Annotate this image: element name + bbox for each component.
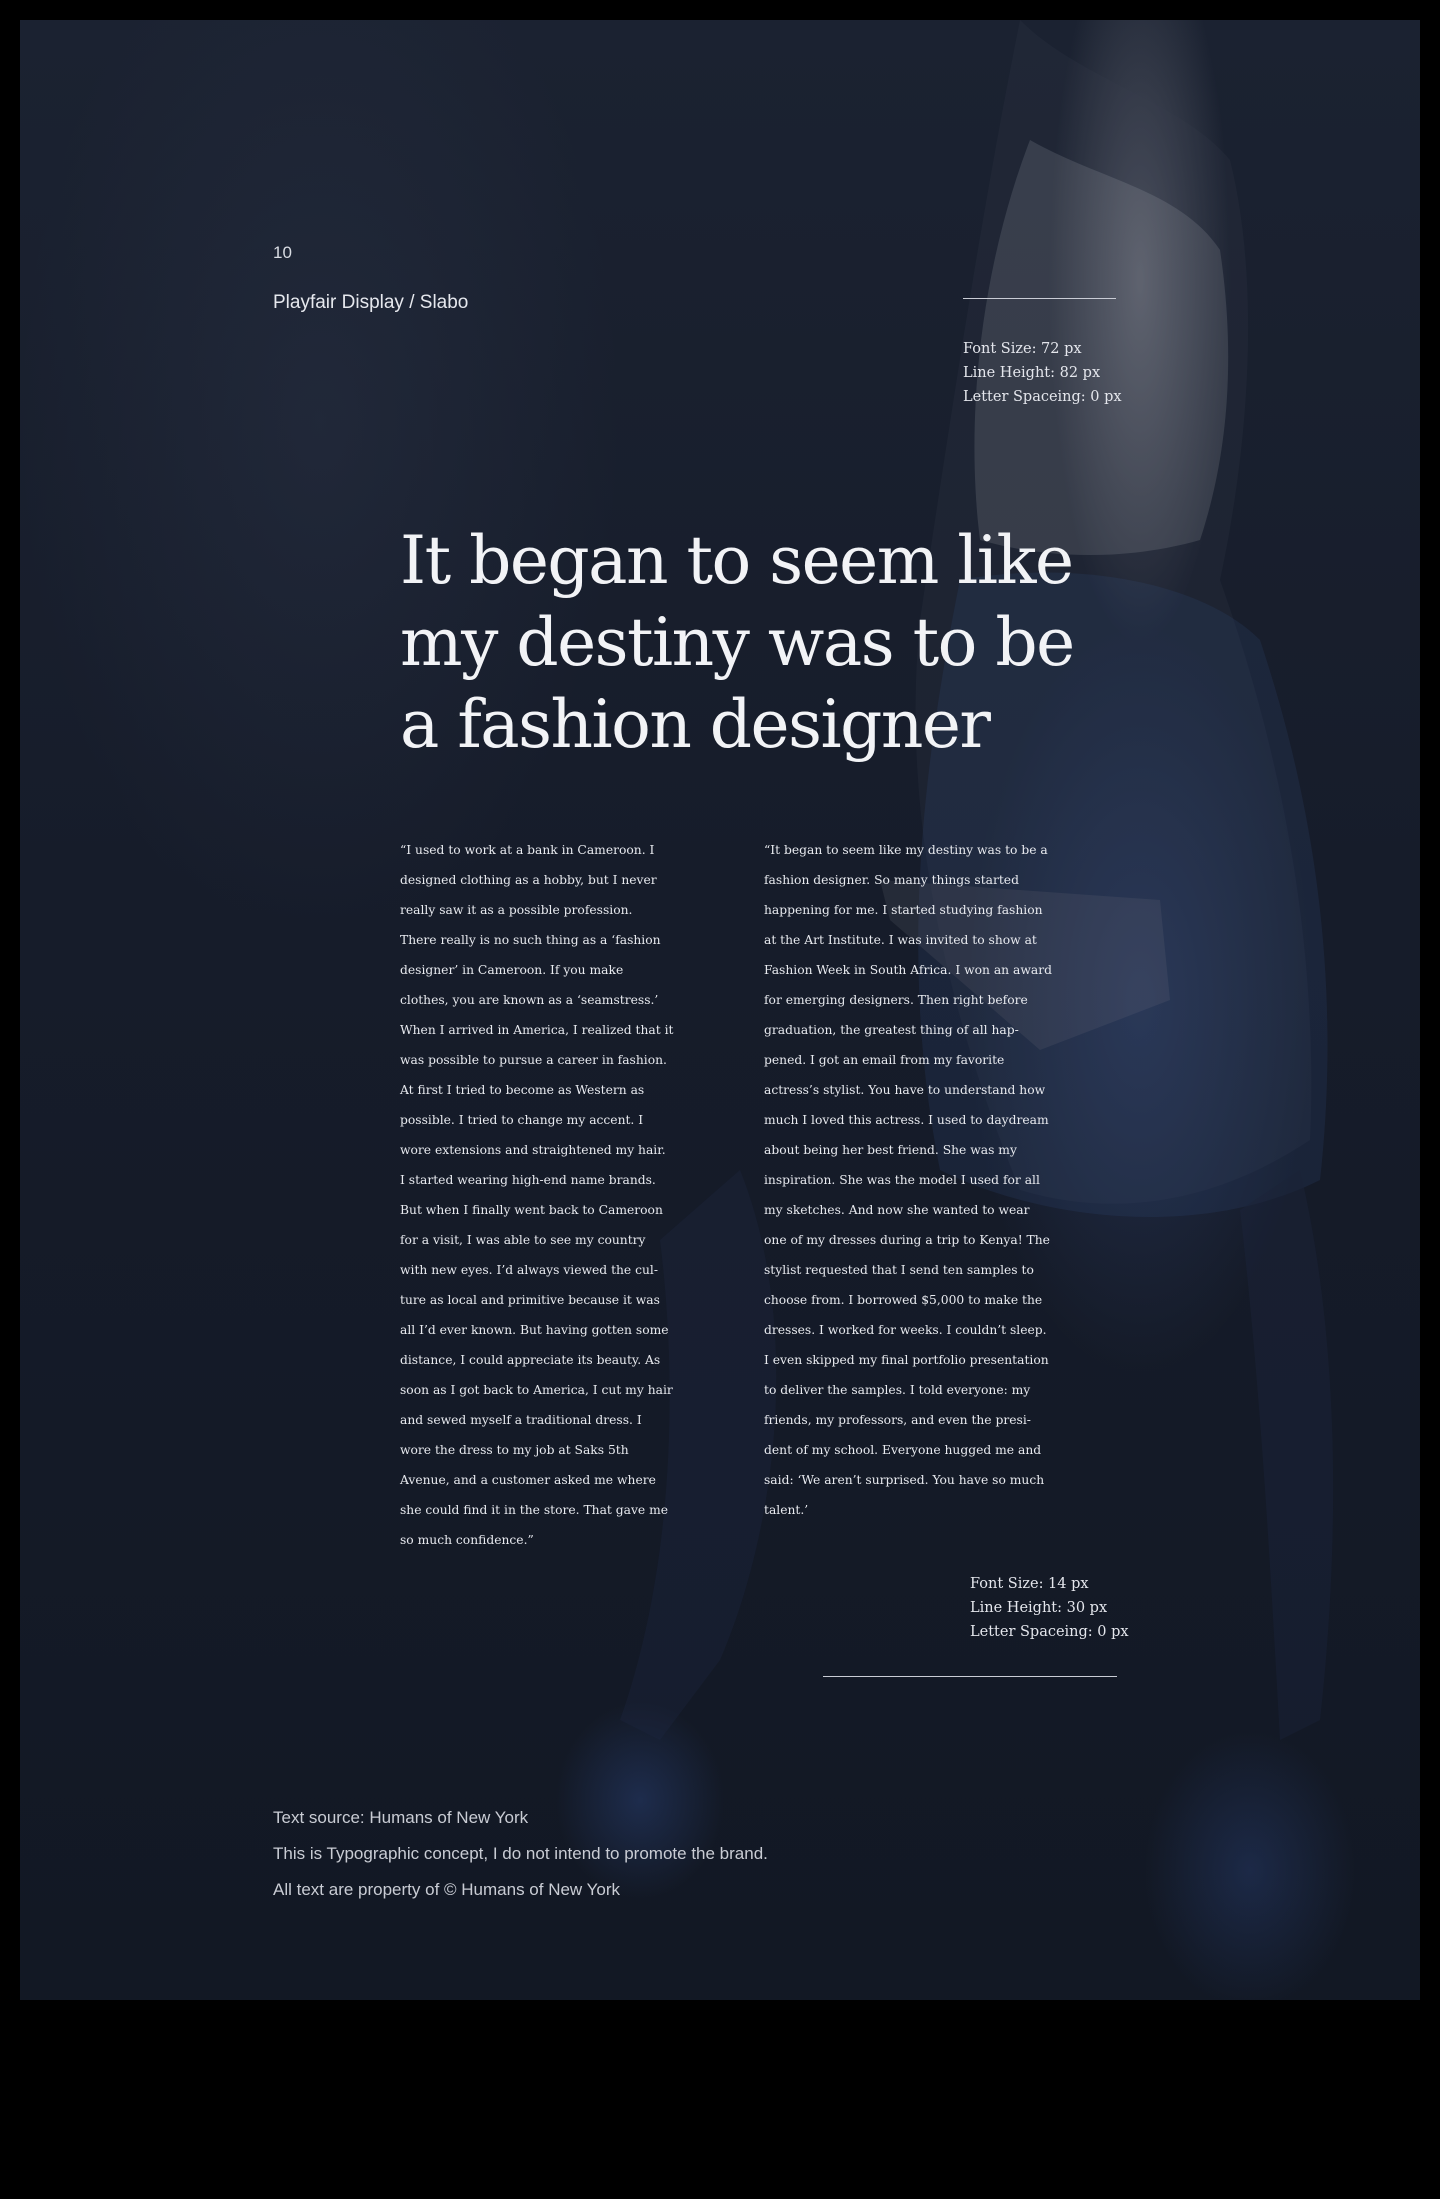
heading-spec	[963, 337, 1122, 409]
body-line: inspiration. She was the model I used for all	[764, 1173, 1040, 1187]
body-spec-rule	[823, 1676, 1117, 1677]
heading-spec-rule	[963, 298, 1116, 299]
body-line: Fashion Week in South Africa. I won an award	[764, 963, 1052, 977]
headline-line: It began to seem like	[400, 522, 1073, 599]
body-line: wore the dress to my job at Saks 5th	[400, 1443, 629, 1457]
body-line: clothes, you are known as a ‘seamstress.’	[400, 993, 659, 1007]
body-line: dent of my school. Everyone hugged me and	[764, 1443, 1042, 1457]
body-line: my sketches. And now she wanted to wear	[764, 1203, 1030, 1217]
body-line: friends, my professors, and even the presi-	[764, 1413, 1031, 1427]
body-line: When I arrived in America, I realized that it	[400, 1023, 674, 1037]
heading-line-height: Line Height: 82 px	[963, 365, 1101, 381]
body-font-size: Font Size: 14 px	[970, 1576, 1089, 1592]
headline	[400, 520, 1120, 766]
body-line: stylist requested that I send ten samples to	[764, 1263, 1034, 1277]
body-line: ture as local and primitive because it was	[400, 1293, 660, 1307]
body-line: designer’ in Cameroon. If you make	[400, 963, 624, 977]
body-line: so much confidence.”	[400, 1533, 534, 1547]
body-line: for emerging designers. Then right before	[764, 993, 1028, 1007]
body-line: really saw it as a possible profession.	[400, 903, 633, 917]
body-line: and sewed myself a traditional dress. I	[400, 1413, 642, 1427]
body-line: I started wearing high-end name brands.	[400, 1173, 656, 1187]
font-pair-title: Playfair Display / Slabo	[273, 292, 469, 313]
body-line: distance, I could appreciate its beauty. As	[400, 1353, 661, 1367]
body-line: was possible to pursue a career in fashion.	[400, 1053, 667, 1067]
body-line: she could find it in the store. That gave me	[400, 1503, 669, 1517]
body-line: possible. I tried to change my accent. I	[400, 1113, 644, 1127]
body-line: happening for me. I started studying fashion	[764, 903, 1043, 917]
heading-letter-spacing: Letter Spaceing: 0 px	[963, 389, 1122, 405]
body-line: But when I finally went back to Cameroon	[400, 1203, 663, 1217]
body-column-left	[400, 835, 700, 1555]
body-line-height: Line Height: 30 px	[970, 1600, 1108, 1616]
backdrop-photo	[20, 20, 1420, 2000]
body-line: graduation, the greatest thing of all hap-	[764, 1023, 1019, 1037]
body-line: I even skipped my final portfolio presentation	[764, 1353, 1049, 1367]
body-line: “I used to work at a bank in Cameroon. I	[400, 843, 655, 857]
body-spec	[970, 1572, 1129, 1644]
body-line: one of my dresses during a trip to Kenya! The	[764, 1233, 1050, 1247]
body-letter-spacing: Letter Spaceing: 0 px	[970, 1624, 1129, 1640]
body-line: about being her best friend. She was my	[764, 1143, 1017, 1157]
body-line: all I’d ever known. But having gotten some	[400, 1323, 669, 1337]
footer-copyright: All text are property of © Humans of New York	[273, 1880, 621, 1899]
body-line: fashion designer. So many things started	[764, 873, 1019, 887]
body-line: At first I tried to become as Western as	[400, 1083, 645, 1097]
body-line: said: ‘We aren’t surprised. You have so much	[764, 1473, 1045, 1487]
body-line: wore extensions and straightened my hair.	[400, 1143, 666, 1157]
body-line: dresses. I worked for weeks. I couldn’t sleep.	[764, 1323, 1047, 1337]
body-line: to deliver the samples. I told everyone: my	[764, 1383, 1031, 1397]
body-line: at the Art Institute. I was invited to show at	[764, 933, 1037, 947]
body-line: much I loved this actress. I used to daydream	[764, 1113, 1049, 1127]
body-line: Avenue, and a customer asked me where	[400, 1473, 656, 1487]
heading-font-size: Font Size: 72 px	[963, 341, 1082, 357]
body-line: for a visit, I was able to see my country	[400, 1233, 646, 1247]
headline-line: my destiny was to be	[400, 604, 1074, 681]
footer-disclaimer: This is Typographic concept, I do not intend to promote the brand.	[273, 1844, 768, 1863]
body-line: soon as I got back to America, I cut my hair	[400, 1383, 673, 1397]
body-line: choose from. I borrowed $5,000 to make the	[764, 1293, 1043, 1307]
page-number: 10	[273, 243, 292, 262]
body-line: pened. I got an email from my favorite	[764, 1053, 1005, 1067]
body-line: designed clothing as a hobby, but I never	[400, 873, 657, 887]
body-line: “It began to seem like my destiny was to be a	[764, 843, 1048, 857]
body-column-right	[764, 835, 1064, 1525]
headline-line: a fashion designer	[400, 686, 990, 763]
body-line: There really is no such thing as a ‘fashion	[400, 933, 661, 947]
body-line: with new eyes. I’d always viewed the cul-	[400, 1263, 659, 1277]
footer-source: Text source: Humans of New York	[273, 1808, 529, 1827]
body-line: talent.’	[764, 1503, 809, 1517]
body-line: actress’s stylist. You have to understand how	[764, 1083, 1046, 1097]
typography-panel	[20, 20, 1420, 2000]
